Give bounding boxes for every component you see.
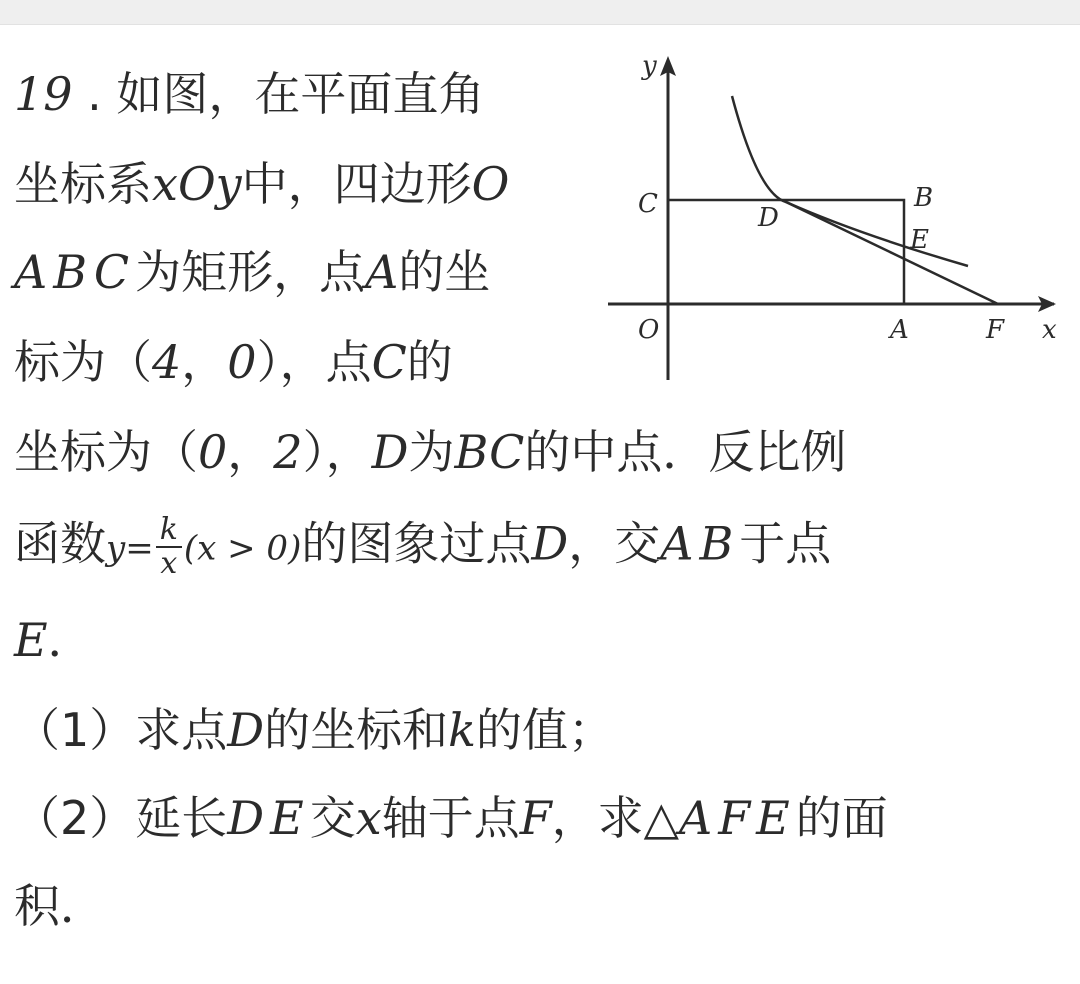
text-segment: （2）延长 — [14, 791, 228, 845]
problem-line-4 — [14, 334, 453, 390]
math-fraction — [156, 514, 182, 580]
text-segment: . 如图，在平面直角 — [87, 67, 485, 121]
question-2 — [14, 790, 888, 846]
text-segment: 的中点．反比例 — [524, 425, 847, 479]
label-c: C — [638, 189, 658, 219]
math-d: D — [227, 703, 265, 757]
rectangle-oabc — [668, 200, 904, 304]
text-segment: 标为（ — [14, 335, 152, 389]
math-d: D — [371, 425, 409, 479]
text-segment: ， — [227, 425, 274, 479]
label-b: B — [914, 183, 934, 213]
problem-line-7 — [14, 612, 94, 668]
problem-line-1 — [14, 66, 484, 122]
math-x: x — [355, 791, 382, 845]
text-segment: 的坐 — [398, 245, 491, 299]
problem-number: 19 — [14, 67, 73, 121]
math-f: F — [519, 791, 552, 845]
text-segment: 的值； — [476, 703, 615, 757]
text-segment: ， — [181, 335, 228, 389]
text-segment: ）， — [302, 425, 372, 479]
problem-line-6 — [14, 514, 831, 580]
text-segment: 的 — [406, 335, 453, 389]
top-bar — [0, 0, 1080, 25]
text-segment: 坐标为（ — [14, 425, 198, 479]
label-o: O — [638, 315, 660, 345]
math-condition: (x > 0) — [183, 528, 302, 569]
math-de: DE — [227, 791, 310, 845]
text-segment: （1）求点 — [14, 703, 228, 757]
label-e: E — [910, 225, 929, 255]
text-segment: 于点 — [739, 516, 832, 571]
problem-line-2 — [14, 156, 509, 212]
text-segment: ），点 — [256, 335, 372, 389]
text-segment: 交 — [309, 791, 356, 845]
problem-line-5 — [14, 424, 846, 480]
math-afe: AFE — [679, 791, 796, 845]
math-y-equals: y= — [106, 528, 154, 569]
math-abc: ABC — [14, 245, 136, 299]
math-0: 0 — [227, 335, 257, 389]
text-segment: 的坐标和 — [264, 703, 449, 757]
math-c: C — [371, 335, 407, 389]
question-2-continued — [14, 878, 106, 934]
text-segment: 为矩形，点 — [135, 245, 366, 299]
label-f: F — [986, 315, 1005, 345]
label-y: y — [642, 51, 657, 81]
math-k: k — [448, 703, 477, 757]
text-segment: ，交 — [568, 516, 661, 571]
text-segment: ，求△ — [551, 791, 680, 845]
math-a: A — [365, 245, 399, 299]
question-1 — [14, 702, 614, 758]
text-segment: ． — [47, 613, 94, 667]
text-segment: 积． — [14, 879, 106, 933]
math-bc: BC — [454, 425, 525, 479]
math-0: 0 — [198, 425, 228, 479]
label-x: x — [1042, 315, 1057, 345]
coordinate-figure — [598, 44, 1068, 390]
math-o: O — [471, 157, 510, 211]
text-segment: 的面 — [795, 791, 888, 845]
math-2: 2 — [273, 425, 303, 479]
text-segment: 的图象过点 — [301, 516, 532, 571]
text-segment: 中，四边形 — [241, 157, 472, 211]
math-ab: AB — [660, 516, 740, 571]
fraction-numerator: k — [156, 514, 182, 548]
text-segment: 坐标系 — [14, 157, 152, 211]
hyperbola-curve — [732, 96, 968, 266]
math-xoy: xOy — [152, 157, 242, 211]
label-d: D — [758, 203, 779, 233]
math-4: 4 — [152, 335, 182, 389]
problem-line-3 — [14, 244, 490, 300]
line-def — [786, 202, 998, 304]
fraction-denominator: x — [160, 546, 178, 581]
math-e: E — [14, 613, 48, 667]
math-d: D — [531, 516, 569, 571]
text-segment: 函数 — [14, 516, 106, 571]
text-segment: 为 — [408, 425, 455, 479]
text-segment: 轴于点 — [381, 791, 520, 845]
label-a: A — [890, 315, 909, 345]
